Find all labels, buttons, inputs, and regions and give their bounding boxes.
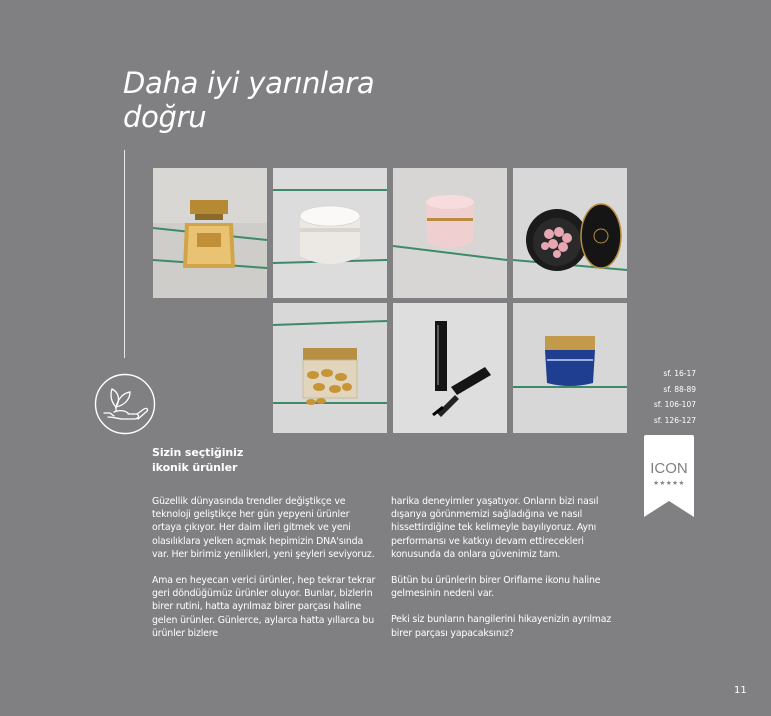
product-tile-mascara — [393, 303, 507, 433]
title-line-2: doğru — [123, 100, 207, 134]
body-paragraph: Peki siz bunların hangilerini hikayenizin ayrılmaz birer parçası yapacaksınız? — [391, 614, 612, 639]
leaf-hand-icon — [94, 373, 156, 435]
page-title — [123, 66, 374, 134]
body-paragraph: Güzellik dünyasında trendler değiştikçe ve teknoloji geliştikçe her gün yepyeni ürünler ortaya çıkıyor. Her daim ileri gitmek ve yeni olasılıklara yelken açmak hepimizin DNA'sında var. Her birimiz yenilikleri, yeni şeyleri seviyoruz. — [152, 496, 375, 560]
icon-badge — [642, 435, 696, 519]
body-paragraph: harika deneyimler yaşatıyor. Onların bizi nasıl dışarıya görünmemizi sağladığına ve nasıl hissettirdiğine tek kelimeyle bayılıyoruz. Aynı performansı ve katkıyı devam ettirecekleri konusunda da onlara güvenimiz tam. — [391, 496, 599, 560]
section-heading-line-2: ikonik ürünler — [152, 461, 238, 474]
page-ref: sf. 106-107 — [653, 400, 696, 409]
capsules-jar-image — [273, 303, 387, 433]
pearls-compact-image — [513, 168, 627, 298]
icon-badge-stars: ★★★★★ — [653, 479, 685, 487]
body-paragraph: Ama en heyecan verici ürünler, hep tekrar tekrar geri döndüğümüz ürünler oluyor. Bunlar, bizlerin birer rutini, hatta ayrılmaz birer parçası haline gelen ürünler. Günlerce, aylarca hatta yıllarca bu ürünler bizlere — [152, 575, 376, 639]
icon-badge-label: ICON — [650, 460, 688, 477]
product-tile-night-cream — [513, 303, 627, 433]
page-number: 11 — [734, 685, 747, 696]
mascara-image — [393, 303, 507, 433]
page-ref: sf. 88-89 — [663, 384, 696, 394]
body-paragraph: Bütün bu ürünlerin birer Oriflame ikonu haline gelmesinin nedeni var. — [391, 575, 601, 600]
perfume-bottle-image — [153, 168, 267, 298]
product-tile-pearls — [513, 168, 627, 298]
page-ref: sf. 16-17 — [663, 369, 696, 378]
cream-jar-pink-image — [393, 168, 507, 298]
vertical-divider — [124, 150, 125, 358]
product-tile-perfume — [153, 168, 267, 298]
section-heading — [152, 445, 243, 475]
page-ref: sf. 126-127 — [653, 415, 696, 425]
product-tile-cream-pink — [393, 168, 507, 298]
title-line-1: Daha iyi yarınlara — [123, 66, 375, 100]
product-tile-cream-white — [273, 168, 387, 298]
night-cream-jar-image — [513, 303, 627, 433]
cream-jar-white-image — [273, 168, 387, 298]
product-tile-capsules — [273, 303, 387, 433]
section-heading-line-1: Sizin seçtiğiniz — [152, 446, 244, 459]
page-references — [654, 366, 696, 428]
body-column-1 — [152, 495, 377, 653]
body-column-2 — [391, 495, 616, 653]
